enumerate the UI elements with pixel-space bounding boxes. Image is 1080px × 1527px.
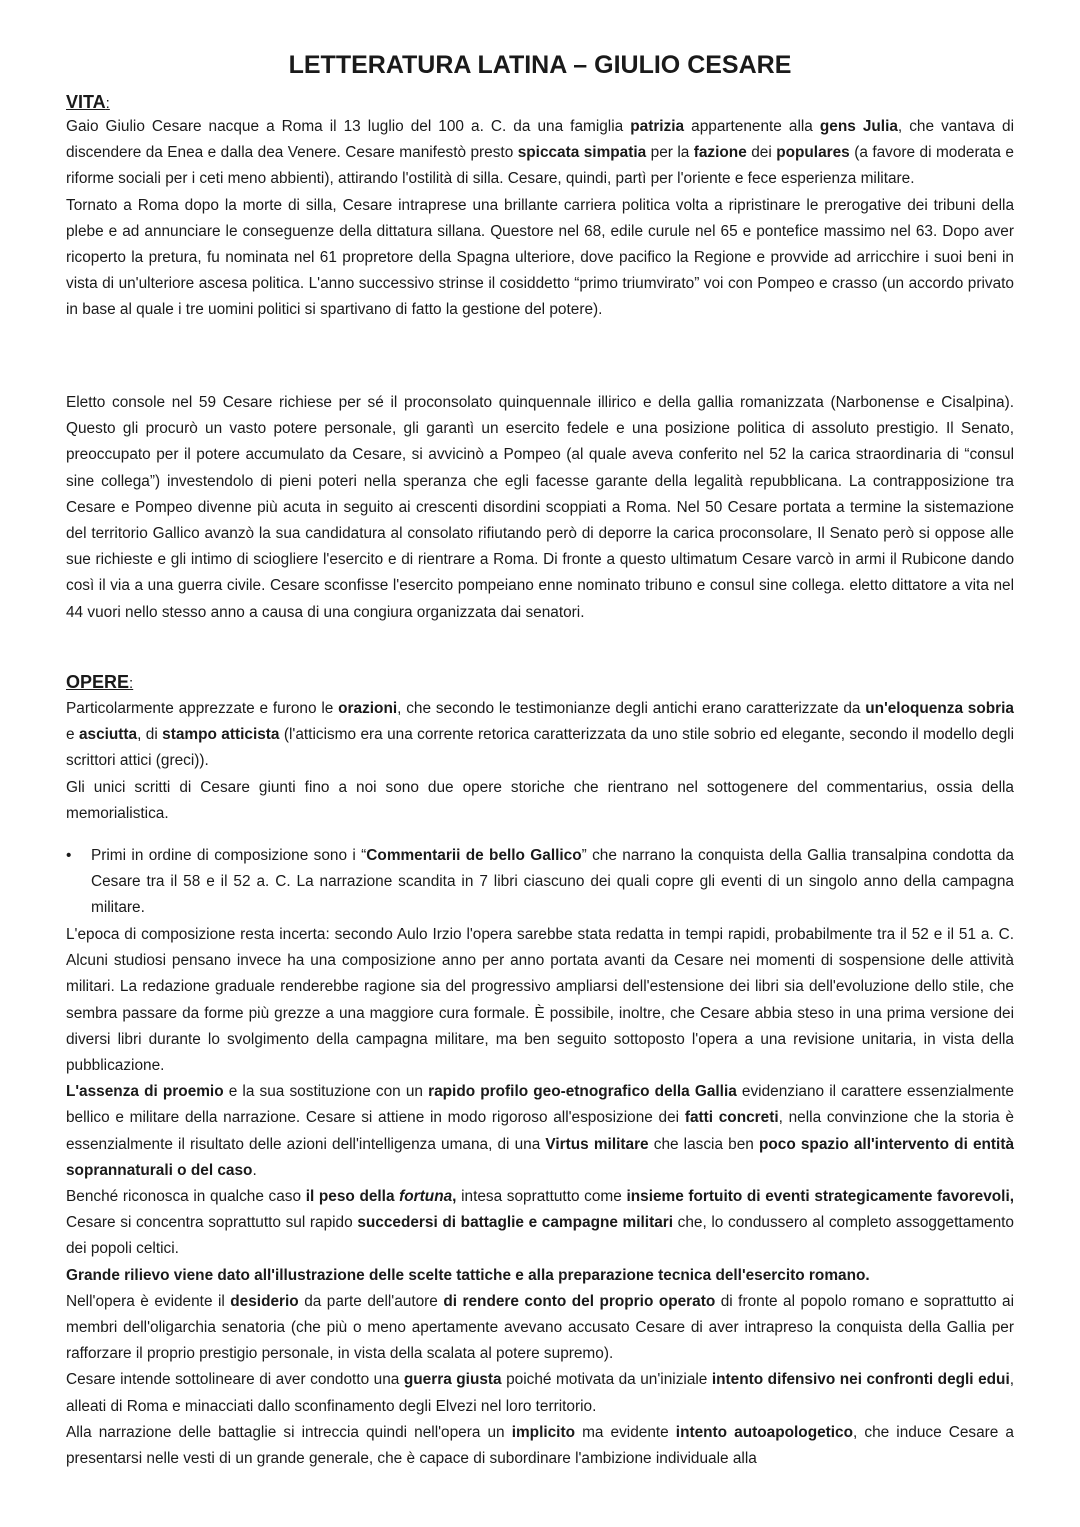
opere-paragraph-8 [66,1367,1014,1419]
text-run: , nella convinzione che la storia è essenzialmente il risultato delle azioni dell'intelligenza umana, di una [66,1109,1014,1153]
bold-run: un'eloquenza sobria [865,700,1014,717]
opere-paragraph-7 [66,1289,1014,1368]
bold-run: poco spazio all'intervento di entità soprannaturali o del caso [66,1135,1015,1179]
opere-paragraph-5 [66,1184,1014,1263]
text-run: , di [137,726,163,744]
text-run: dei [746,144,777,162]
text-run: (a favore di moderata e riforme sociali per i ceti meno abbienti), attirando l'ostilità di silla. Cesare, quindi, partì per l'oriente e fece esperienza militare. [66,144,1014,188]
text-run: Primi in ordine di composizione sono i “ [91,847,367,864]
text-run: Gaio Giulio Cesare nacque a Roma il 13 luglio del 100 a. C. da una famiglia [66,118,631,135]
text-run: , che vantava di discendere da Enea e dalla dea Venere. Cesare manifestò presto [66,118,1014,162]
text-run: ” che narrano la conquista della Gallia transalpina condotta da Cesare tra il 58 e il 52 a. C. La narrazione scandita in 7 libri ciascuno dei quali copre gli eventi di un singolo anno della campagna militare. [91,847,1014,917]
vita-body [66,114,1014,324]
heading-opere-colon: : [129,675,134,692]
bold-run: L'assenza di proemio [66,1083,224,1101]
text-run: . [252,1161,257,1179]
text-run: Nell'opera è evidente il [66,1292,231,1310]
text-run: Particolarmente apprezzate e furono le [66,700,339,717]
text-run: , che secondo le testimonianze degli antichi erano caratterizzate da [397,700,866,717]
text-run: Cesare si concentra soprattutto sul rapido [66,1214,358,1232]
bold-run: Virtus militare [545,1135,649,1153]
text-run: e la sua sostituzione con un [223,1083,429,1101]
bold-run: orazioni [338,700,398,717]
bold-run: succedersi di battaglie e campagne militari [357,1214,674,1232]
bold-run: patrizia [630,118,685,135]
text-run: e [66,726,79,744]
vita-paragraph-2: Tornato a Roma dopo la morte di silla, Cesare intraprese una brillante carriera politica volta a ripristinare le prerogative dei tribuni della plebe e ad annunciare le conseguenze della dittatura sillana. Questore nel 68, edile curule nel 65 e pontefice massimo nel 63. Dopo aver ricoperto la pretura, fu nominata nel 61 propretore della Spagna ulteriore, dove pacifico la Regione e provvide ad arricchire i suoi beni in vista di un'ulteriore ascesa politica. L'anno successivo strinse il cosiddetto “primo triumvirato” voi con Pompeo e crasso (un accordo privato in base al quale i tre uomini politici si spartivano di fatto la gestione del potere). [66,196,1014,319]
bold-run: intento difensivo nei confronti degli edui [711,1371,1010,1389]
page-title: LETTERATURA LATINA – GIULIO CESARE [288,51,792,79]
bold-run: spiccata simpatia [517,144,647,162]
text-run: da parte dell'autore [298,1292,444,1310]
text-run: , che induce Cesare a presentarsi nelle vesti di un grande generale, che è capace di subordinare l'ambizione individuale alla [66,1423,1014,1468]
bullet-icon: • [66,847,72,864]
bold-italic-run: fortuna [399,1188,453,1206]
bold-run: populares [776,144,850,162]
vita-paragraph-3: Eletto console nel 59 Cesare richiese per sé il proconsolato quinquennale illirico e della gallia romanizzata (Narbonense e Cisalpina). Questo gli procurò un vasto potere personale, gli garantì un esercito fedele e una posizione politica di assoluto prestigio. Il Senato, preoccupato per il potere accumulato da Cesare, si avvicinò a Pompeo (al quale aveva conferito nel 52 la carica straordinaria di “consul sine collega”) investendolo di pieni poteri nella speranza che egli facesse garante della legalità repubblicana. La contrapposizione tra Cesare e Pompeo divenne più acuta in seguito ai crescenti disordini scoppiati a Roma. Nel 50 Cesare portata a termine la sistemazione del territorio Gallico avanzò la sua candidatura al consolato rifiutando però di deporre la carica proconsolare, Il Senato però si oppose alle sue richieste e gli intimo di sciogliere l'esercito e di rientrare a Roma. Di fronte a questo ultimatum Cesare varcò in armi il Rubicone dando così il via a una guerra civile. Cesare sconfisse l'esercito pompeiano enne nominato tribuno e consul sine collega. eletto dittatore a vita nel 44 vuori nello stesso anno a causa di una congiura organizzata dai senatori. [66,394,1014,621]
text-run: Alla narrazione delle battaglie si intreccia quindi nell'opera un [66,1423,512,1441]
opere-paragraph-9 [66,1420,1014,1472]
section-heading-opere [66,670,133,696]
opere-paragraph-3: L'epoca di composizione resta incerta: secondo Aulo Irzio l'opera sarebbe stata redatta in tempi rapidi, probabilmente tra il 52 e il 51 a. C. Alcuni studiosi pensano invece ha una composizione anno per anno portata avanti da Cesare nei momenti di sospensione delle attività militari. La redazione graduale renderebbe ragione sia del progressivo ampliarsi dell'estensione dei libri sia dell'evoluzione dello stile, che sembra passare da forme più grezze a una maggiore cura formale. È possibile, inoltre, che Cesare abbia steso in una prima versione dei diversi libri durante lo svolgimento della campagna militare, ma ben seguito sottoposto l'opera a una revisione unitaria, in vista della pubblicazione. [66,926,1014,1075]
bold-run: fazione [693,144,747,162]
heading-opere-text: OPERE [66,672,130,692]
text-run: di fronte al popolo romano e soprattutto ai membri dell'oligarchia senatoria (che più o meno apertamente avevano accusato Cesare di aver intrapreso la conquista della Gallia per rafforzare il proprio prestigio personale, in vista della scalata al potere supremo). [66,1292,1014,1363]
bold-run: di rendere conto del proprio operato [443,1292,716,1310]
bold-run: , [452,1188,457,1206]
bold-run: Commentarii de bello Gallico [366,847,582,864]
bold-run: asciutta [78,726,138,744]
opere-paragraph-6: Grande rilievo viene dato all'illustrazione delle scelte tattiche e alla preparazione tecnica dell'esercito romano. [66,1266,870,1284]
text-run: ma evidente [574,1423,676,1441]
text-run: Cesare intende sottolineare di aver condotto una [66,1371,404,1389]
text-run: poiché motivata da un'iniziale [501,1371,712,1389]
bold-run: rapido profilo geo-etnografico della Gallia [428,1083,737,1101]
heading-vita-text: VITA [66,92,106,112]
bold-run: stampo atticista [162,726,280,744]
text-run: che lascia ben [648,1135,759,1153]
section-heading-vita [66,90,110,116]
text-run: Benché riconosca in qualche caso [66,1188,306,1206]
opere-body-2 [66,922,1014,1472]
text-run: evidenziano il carattere essenzialmente bellico e militare della narrazione. Cesare si attiene in modo rigoroso all'esposizione dei [66,1083,1014,1127]
text-run: (l'atticismo era una corrente retorica caratterizzata da uno stile sobrio ed elegante, secondo il modello degli scrittori attici (greci)). [66,726,1014,770]
opere-paragraph-4 [66,1079,1014,1184]
heading-vita-colon: : [105,95,110,112]
text-run: , alleati di Roma e minacciati dallo sconfinamento degli Elvezi nel loro territorio. [66,1371,1015,1415]
bold-run: intento autoapologetico [675,1423,854,1441]
vita-paragraph-1 [66,114,1014,193]
vita-body-2 [66,390,1014,626]
opere-paragraph-1 [66,696,1014,775]
text-run: intesa soprattutto come [456,1188,627,1206]
bullet-text [91,843,1014,922]
bold-run: fatti concreti [684,1109,779,1127]
text-run: appartenente alla [684,118,820,135]
text-run: per la [646,144,694,162]
bold-run: il peso della [305,1188,400,1206]
bold-run: desiderio [230,1292,299,1310]
opere-body [66,696,1014,827]
bold-run: guerra giusta [403,1371,502,1389]
bullet-list-item [66,843,1014,922]
bold-run: insieme fortuito di eventi strategicamente favorevoli, [626,1188,1015,1206]
bold-run: implicito [511,1423,575,1441]
text-run: che, lo condussero al completo assoggettamento dei popoli celtici. [66,1214,1014,1258]
opere-paragraph-2: Gli unici scritti di Cesare giunti fino a noi sono due opere storiche che rientrano nel sottogenere del commentarius, ossia della memorialistica. [66,778,1014,822]
bold-run: gens Julia [819,118,898,135]
